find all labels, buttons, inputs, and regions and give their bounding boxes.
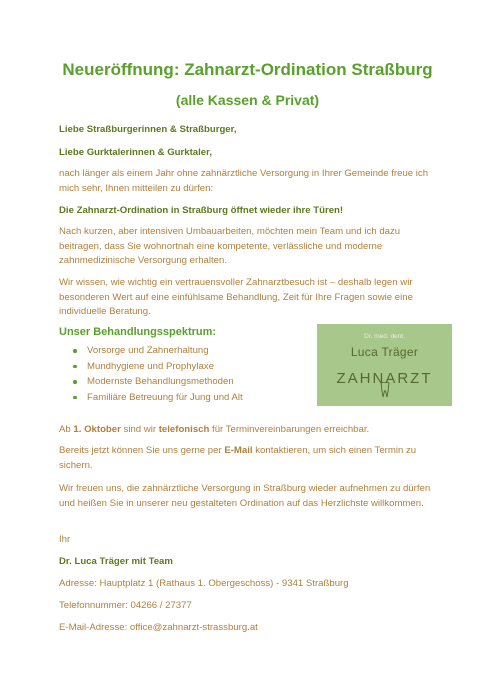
list-item: Vorsorge und Zahnerhaltung bbox=[77, 343, 307, 359]
email-keyword: E-Mail bbox=[224, 445, 253, 456]
paragraph-care: Wir wissen, wie wichtig ein vertrauensvoller Zahnarztbesuch ist – deshalb legen wir besonderen Wert auf eine einfühlsame Behandlung, Zeit für Ihre Fragen sowie eine individuelle Beratung. bbox=[59, 277, 413, 318]
logo-title: Dr. med. dent. bbox=[364, 333, 405, 340]
announcement: Die Zahnarzt-Ordination in Straßburg öffnet wieder ihre Türen! bbox=[59, 205, 344, 216]
greeting-line-1: Liebe Straßburgerinnen & Straßburger, bbox=[59, 124, 237, 135]
email-contact-paragraph: Bereits jetzt können Sie uns gerne per E-Mail kontaktieren, um sich einen Termin zu sichern. bbox=[59, 445, 417, 471]
tooth-icon bbox=[380, 382, 390, 398]
contact-phone: Telefonnummer: 04266 / 27377 bbox=[59, 600, 192, 611]
services-heading: Unser Behandlungsspektrum: bbox=[59, 326, 217, 338]
contact-mode: telefonisch bbox=[158, 424, 210, 435]
page-title: Neueröffnung: Zahnarzt-Ordination Straßburg bbox=[62, 60, 433, 79]
page-subtitle: (alle Kassen & Privat) bbox=[175, 92, 320, 108]
logo-name: Luca Träger bbox=[350, 345, 419, 359]
intro-paragraph: nach länger als einem Jahr ohne zahnärztliche Versorgung in Ihrer Gemeinde freue ich mich sehr, Ihnen mitteilen zu dürfen: bbox=[59, 168, 429, 194]
regards: Ihr bbox=[59, 534, 71, 545]
list-item: Modernste Behandlungsmethoden bbox=[77, 374, 307, 390]
contact-email: E-Mail-Adresse: office@zahnarzt-strassburg.at bbox=[59, 622, 258, 633]
practice-logo bbox=[317, 324, 452, 406]
list-item: Mundhygiene und Prophylaxe bbox=[77, 359, 307, 375]
signature: Dr. Luca Träger mit Team bbox=[59, 556, 173, 567]
appointment-line: Ab 1. Oktober sind wir telefonisch für Terminvereinbarungen erreichbar. bbox=[59, 424, 370, 435]
services-list bbox=[59, 343, 307, 405]
closing-paragraph: Wir freuen uns, die zahnärztliche Versorgung in Straßburg wieder aufnehmen zu dürfen und heißen Sie in unserer neu gestalteten Ordination auf das Herzlichste willkommen. bbox=[59, 483, 431, 509]
paragraph-renovation: Nach kurzen, aber intensiven Umbauarbeiten, möchten mein Team und ich dazu beitragen, dass Sie wohnortnah eine kompetente, verlässliche und moderne zahnmedizinische Versorgung erhalten. bbox=[59, 226, 401, 267]
logo-word: ZAHNARZT bbox=[336, 370, 433, 387]
contact-address: Adresse: Hauptplatz 1 (Rathaus 1. Obergeschoss) - 9341 Straßburg bbox=[59, 578, 349, 589]
greeting-line-2: Liebe Gurktalerinnen & Gurktaler, bbox=[59, 147, 213, 158]
opening-date: 1. Oktober bbox=[73, 424, 121, 435]
list-item: Familiäre Betreuung für Jung und Alt bbox=[77, 390, 307, 406]
